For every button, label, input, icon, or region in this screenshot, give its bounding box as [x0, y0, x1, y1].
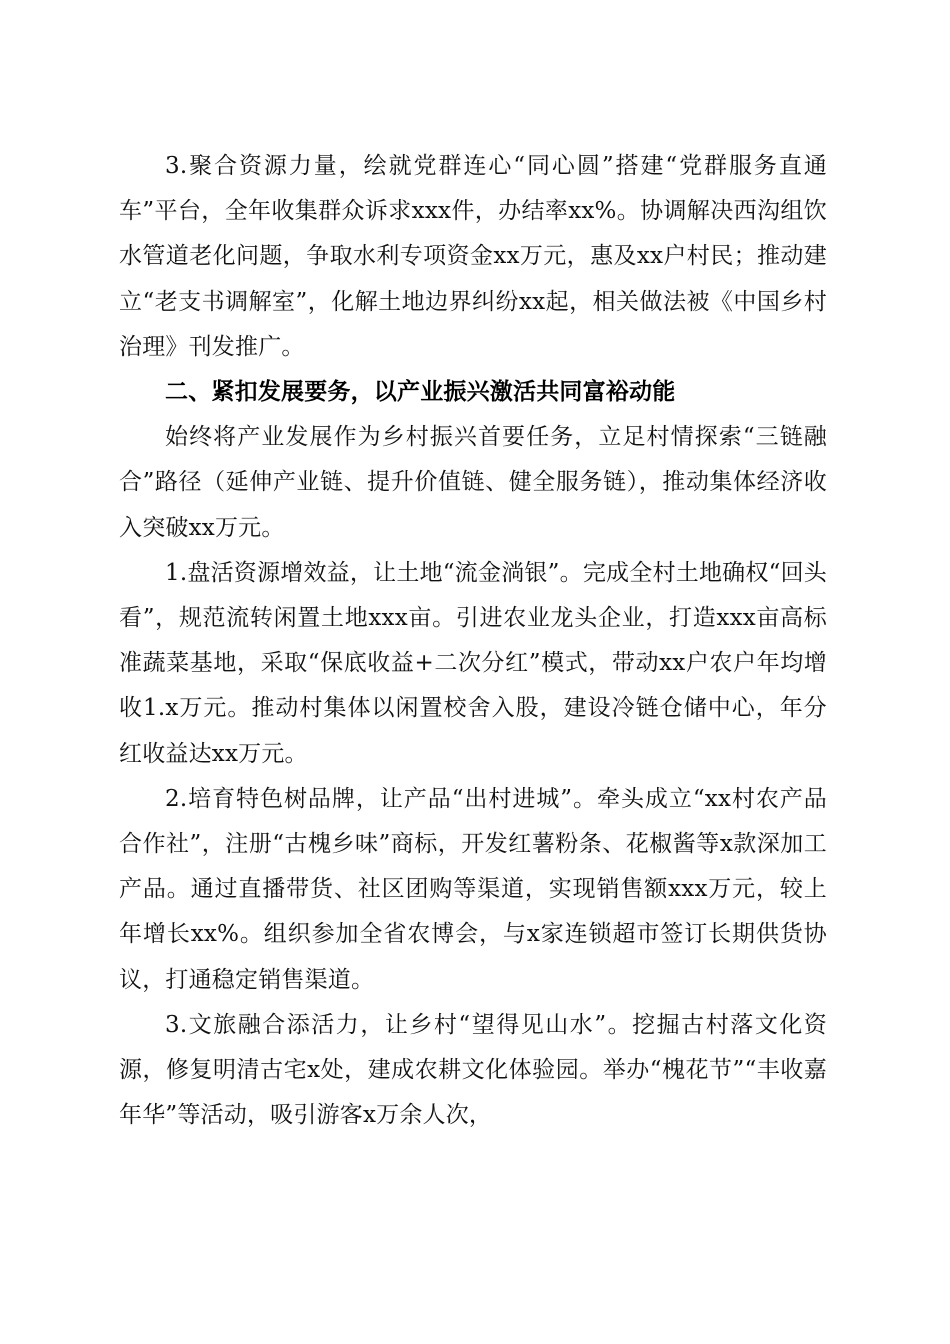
document-body — [119, 144, 827, 1138]
paragraph-industry-intro: 始终将产业发展作为乡村振兴首要任务，立足村情探索“三链融合”路径（延伸产业链、提升价值链、健全服务链），推动集体经济收入突破xx万元。 — [119, 424, 827, 541]
paragraph-brand-building: 2.培育特色树品牌，让产品“出村进城”。牵头成立“xx村农产品合作社”，注册“古槐乡味”商标，开发红薯粉条、花椒酱等x款深加工产品。通过直播带货、社区团购等渠道，实现销售额xxx万元，较上年增长xx%。组织参加全省农博会，与x家连锁超市签订长期供货协议，打通稳定销售渠道。 — [119, 785, 827, 993]
paragraph-resource-integration: 3.聚合资源力量，绘就党群连心“同心圆”搭建“党群服务直通车”平台，全年收集群众诉求xxx件，办结率xx%。协调解决西沟组饮水管道老化问题，争取水利专项资金xx万元，惠及xx户村民；推动建立“老支书调解室”，化解土地边界纠纷xx起，相关做法被《中国乡村治理》刊发推广。 — [119, 153, 827, 360]
section-heading-industry-development: 二、紧扣发展要务，以产业振兴激活共同富裕动能 — [165, 379, 676, 406]
paragraph-culture-tourism: 3.文旅融合添活力，让乡村“望得见山水”。挖掘古村落文化资源，修复明清古宅x处，建成农耕文化体验园。举办“槐花节”“丰收嘉年华”等活动，吸引游客x万余人次， — [119, 1011, 827, 1129]
paragraph-land-resources: 1.盘活资源增效益，让土地“流金淌银”。完成全村土地确权“回头看”，规范流转闲置土地xxx亩。引进农业龙头企业，打造xxx亩高标准蔬菜基地，采取“保底收益+二次分红”模式，带动xx户农户年均增收1.x万元。推动村集体以闲置校舍入股，建设冷链仓储中心，年分红收益达xx万元。 — [119, 559, 827, 767]
